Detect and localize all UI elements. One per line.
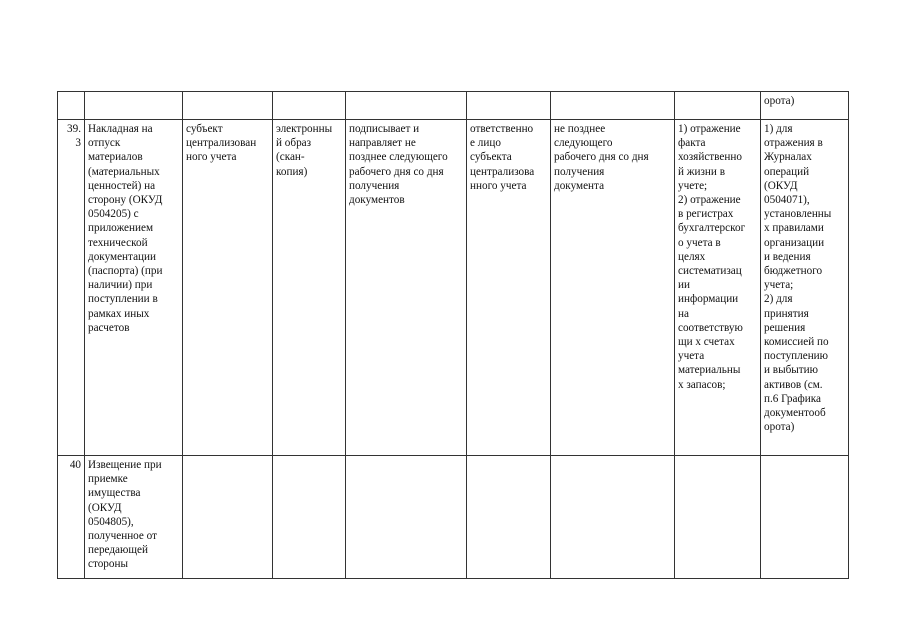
- recipient-cell: ответственно е лицо субъекта централизова нного учета: [467, 120, 551, 456]
- format-cell: [273, 92, 346, 120]
- document-name-cell: Извещение при приемке имущества (ОКУД 0504805), полученное от передающей стороны: [85, 456, 183, 579]
- usage-cell: орота): [761, 92, 849, 120]
- creator-cell: [183, 456, 273, 579]
- creator-cell: субъект централизован ного учета: [183, 120, 273, 456]
- document-flow-table: [57, 91, 849, 579]
- row-number-cell: 40: [58, 456, 85, 579]
- table-row: [58, 92, 849, 120]
- usage-cell: 1) для отражения в Журналах операций (ОКУД 0504071), установленны х правилами организации и ведения бюджетного учета; 2) для принятия решения комиссией по поступлению и выбытию активов (см. п.6 Графика документооб орота): [761, 120, 849, 456]
- deadline-cell: [551, 92, 675, 120]
- recipient-cell: [467, 456, 551, 579]
- purpose-cell: [675, 456, 761, 579]
- table-row: [58, 120, 849, 456]
- usage-cell: [761, 456, 849, 579]
- purpose-cell: 1) отражение факта хозяйственно й жизни в учете; 2) отражение в регистрах бухгалтерског о учета в целях систематизац ии информации на соответствую щи х счетах учета материальны х запасов;: [675, 120, 761, 456]
- recipient-cell: [467, 92, 551, 120]
- format-cell: [273, 456, 346, 579]
- purpose-cell: [675, 92, 761, 120]
- action-cell: [346, 456, 467, 579]
- creator-cell: [183, 92, 273, 120]
- deadline-cell: [551, 456, 675, 579]
- action-cell: [346, 92, 467, 120]
- document-name-cell: Накладная на отпуск материалов (материальных ценностей) на сторону (ОКУД 0504205) с приложением технической документации (паспорта) (при наличии) при поступлении в рамках иных расчетов: [85, 120, 183, 456]
- deadline-cell: не позднее следующего рабочего дня со дня получения документа: [551, 120, 675, 456]
- format-cell: электронны й образ (скан- копия): [273, 120, 346, 456]
- table-row: [58, 456, 849, 579]
- row-number-cell: 39. 3: [58, 120, 85, 456]
- row-number-cell: [58, 92, 85, 120]
- document-name-cell: [85, 92, 183, 120]
- action-cell: подписывает и направляет не позднее следующего рабочего дня со дня получения документов: [346, 120, 467, 456]
